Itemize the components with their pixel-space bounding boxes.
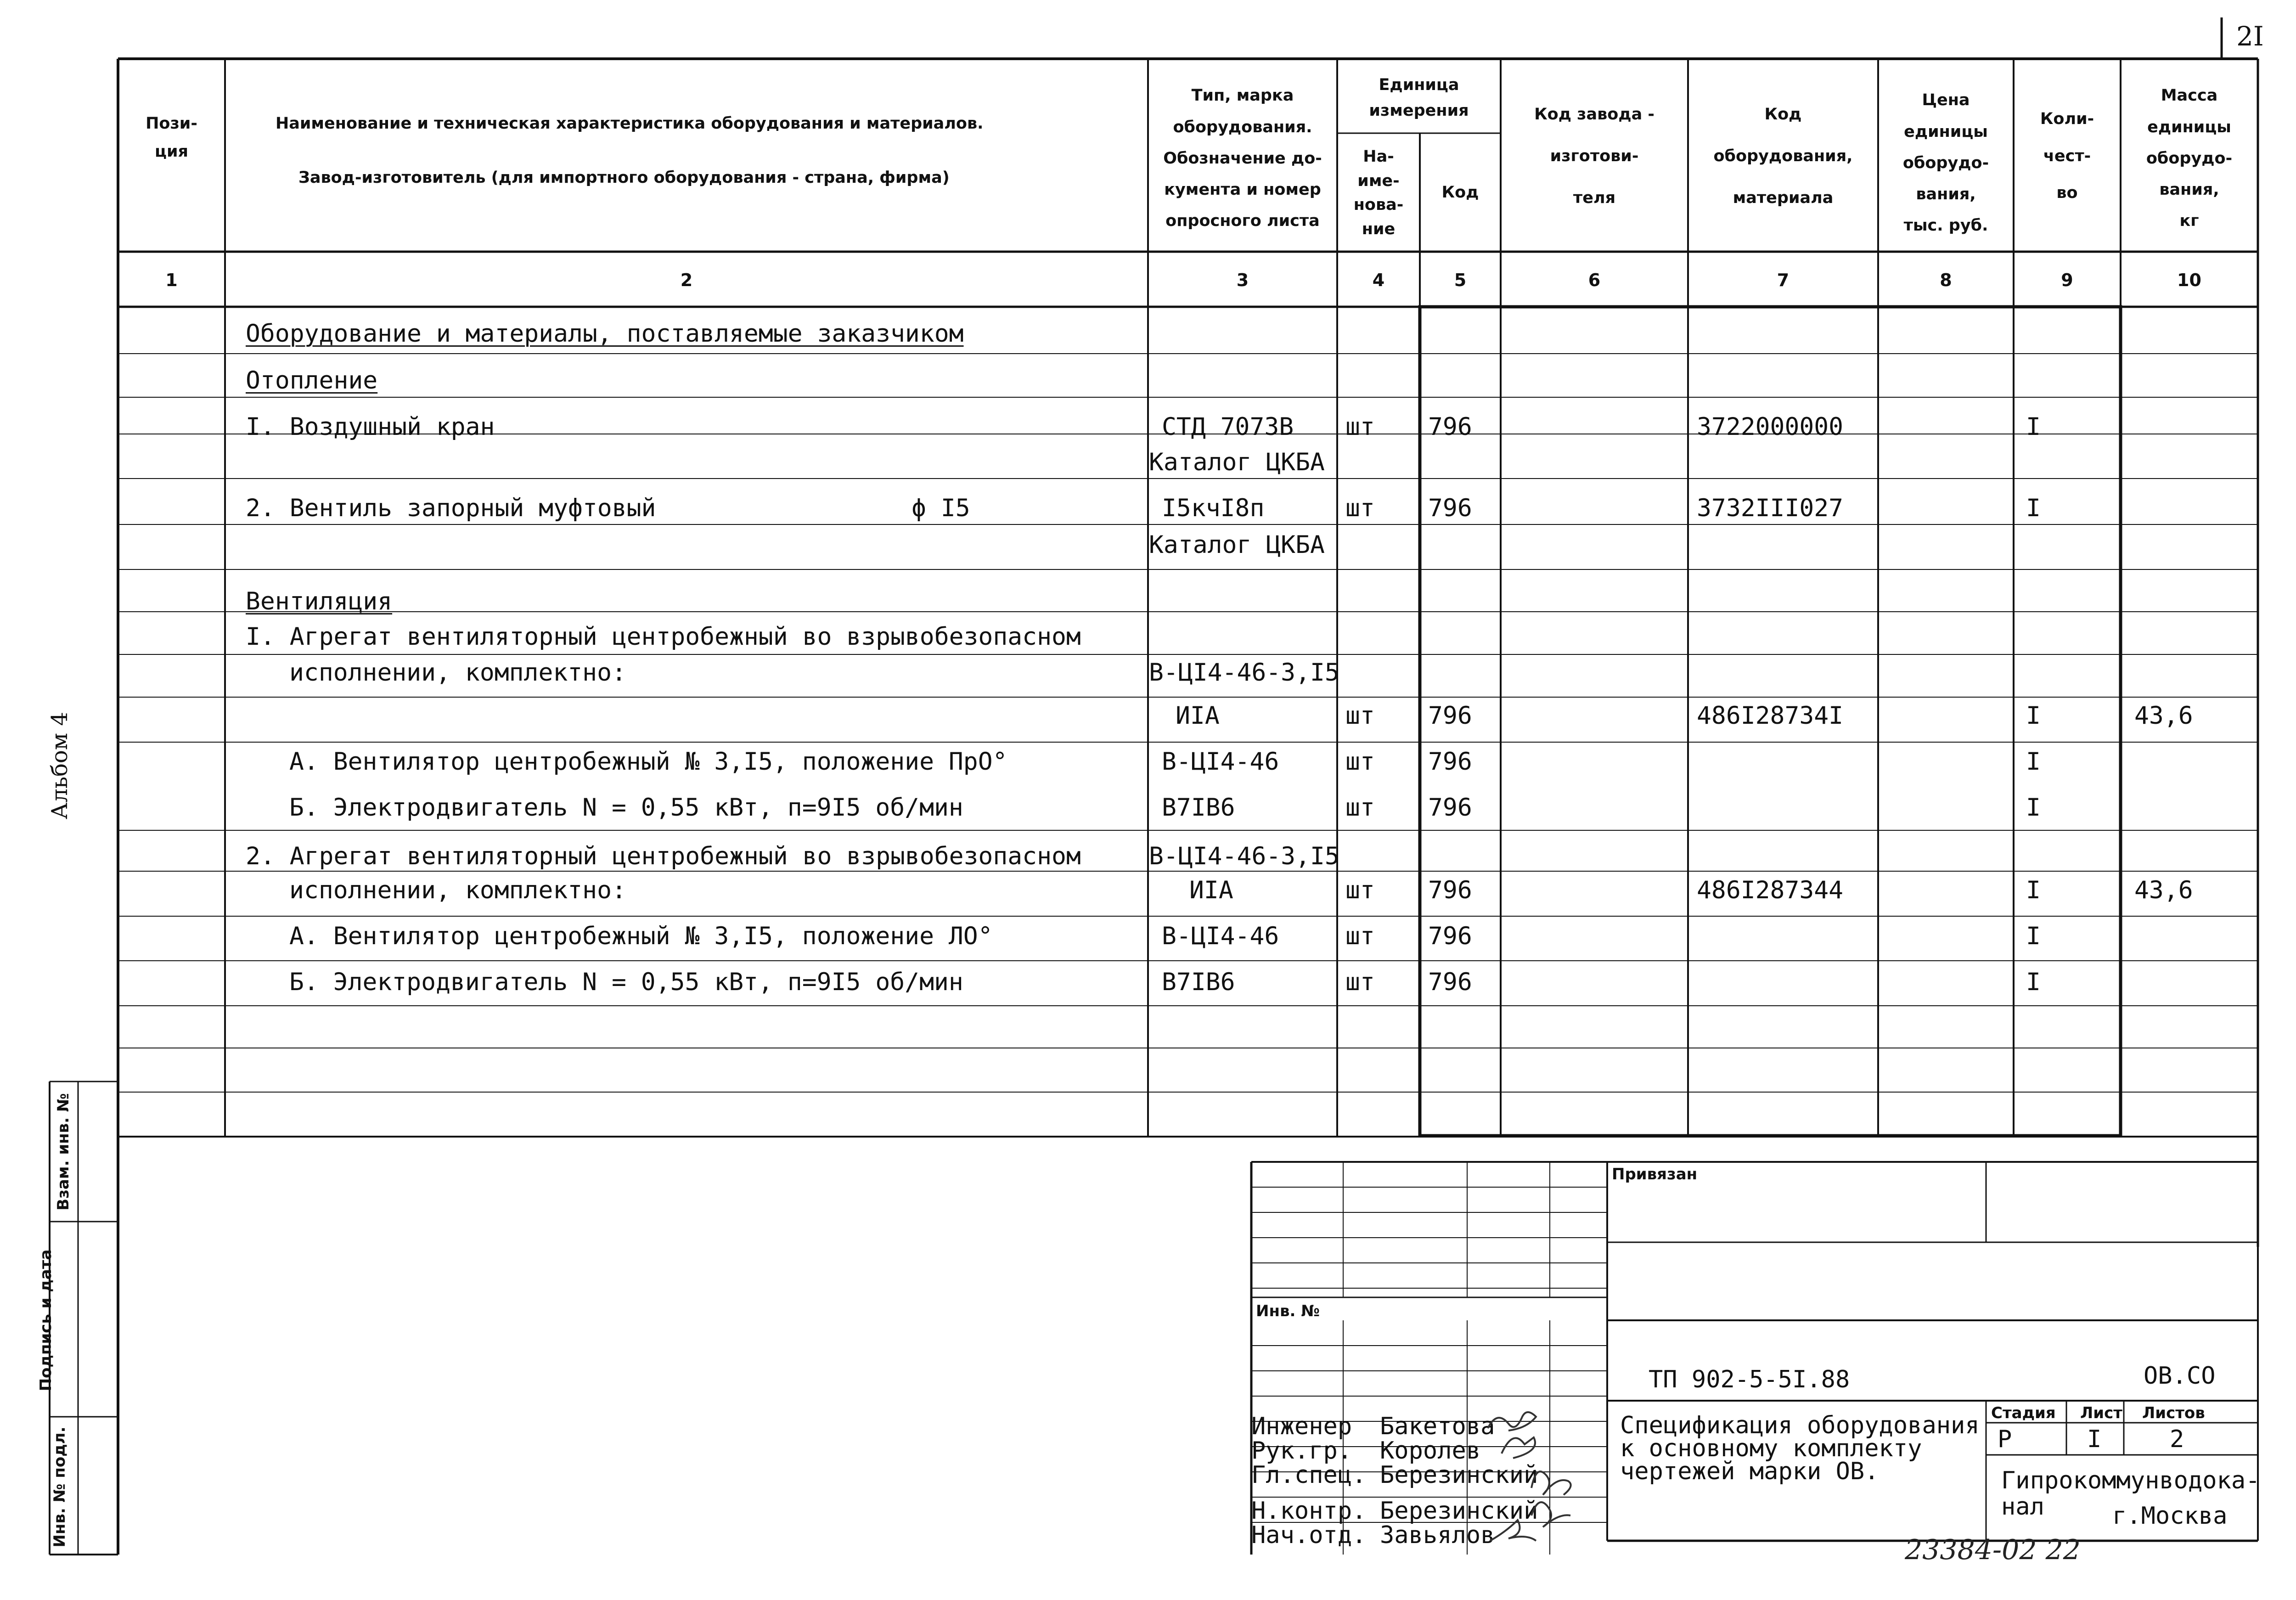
role-group-lead: Рук.гр.	[1251, 1437, 1352, 1465]
column-number: 6	[1588, 270, 1601, 290]
name-chief-spec: Березинский	[1380, 1461, 1538, 1489]
role-dept-head: Нач.отд.	[1251, 1521, 1367, 1549]
item-name: Б. Электродвигатель N = 0,55 кВт, п=9I5 об/мин	[289, 968, 963, 996]
stamp-signature-date: Подпись и дата	[37, 1249, 55, 1392]
column-number: 8	[1940, 270, 1952, 290]
item-quantity: I	[2026, 968, 2041, 996]
album-label: Альбом 4	[47, 712, 73, 819]
header-col6: Код завода - изготови- теля	[1534, 105, 1654, 207]
item-code: 796	[1428, 748, 1472, 776]
item-equipment-code: 3722000000	[1697, 413, 1844, 441]
item-unit: шт	[1345, 876, 1375, 904]
item-type: Каталог ЦКБА	[1149, 448, 1325, 476]
stamp-original-inv: Инв. № подл.	[51, 1426, 69, 1548]
doc-code: ТП 902-5-5I.88	[1649, 1366, 1850, 1393]
doc-mark: ОВ.СО	[2144, 1362, 2216, 1390]
name-engineer: Бакетова	[1380, 1413, 1495, 1440]
stamp-replaced-inv: Взам. инв. №	[54, 1093, 73, 1211]
item-unit: шт	[1345, 794, 1375, 822]
item-unit: шт	[1345, 702, 1375, 730]
item-name: I. Воздушный кран	[246, 413, 495, 441]
name-dept-head: Завьялов	[1380, 1521, 1495, 1549]
column-number: 9	[2061, 270, 2073, 290]
item-code: 796	[1428, 922, 1472, 950]
name-group-lead: Королев	[1380, 1437, 1481, 1465]
role-engineer: Инженер	[1251, 1413, 1352, 1440]
item-equipment-code: 3732III027	[1697, 494, 1844, 522]
item-unit: шт	[1345, 968, 1375, 996]
doc-title-line3: чертежей марки ОВ.	[1620, 1458, 1879, 1485]
item-name: исполнении, комплектно:	[289, 876, 626, 904]
column-number: 2	[680, 270, 693, 290]
item-type: В7IВ6	[1162, 968, 1235, 996]
item-type: В-ЦI4-46-3,I5	[1149, 842, 1339, 870]
column-number: 10	[2177, 270, 2201, 290]
item-type: ИIА	[1176, 702, 1220, 730]
header-col1: Пози- ция	[146, 114, 197, 161]
org-line2: нал	[2001, 1493, 2044, 1521]
role-norm-control: Н.контр.	[1251, 1497, 1367, 1525]
item-name: А. Вентилятор центробежный № 3,I5, положение ПрО°	[289, 748, 1007, 776]
header-col2-line1: Наименование и техническая характеристика оборудования и материалов.	[276, 114, 984, 133]
header-col5: Код	[1441, 183, 1479, 202]
column-number: 4	[1372, 270, 1385, 290]
item-equipment-code: 486I28734I	[1697, 702, 1844, 730]
column-number: 5	[1454, 270, 1467, 290]
item-name: А. Вентилятор центробежный № 3,I5, положение ЛО°	[289, 922, 993, 950]
item-quantity: I	[2026, 702, 2041, 730]
privyazan-label: Привязан	[1612, 1165, 1698, 1183]
item-code: 796	[1428, 413, 1472, 441]
item-code: 796	[1428, 702, 1472, 730]
column-number: 3	[1236, 270, 1249, 290]
item-quantity: I	[2026, 876, 2041, 904]
item-type: ИIА	[1189, 876, 1233, 904]
archive-number: 23384-02 22	[1905, 1534, 2081, 1566]
item-code: 796	[1428, 494, 1472, 522]
item-type: СТД 7073В	[1162, 413, 1294, 441]
sheets-value: 2	[2170, 1425, 2184, 1453]
item-unit: шт	[1345, 748, 1375, 776]
section-heading: Отопление	[246, 366, 378, 394]
item-name: I. Агрегат вентиляторный центробежный во взрывобезопасном	[246, 623, 1081, 651]
header-col9: Коли- чест- во	[2040, 110, 2094, 203]
section-heading: Оборудование и материалы, поставляемые заказчиком	[246, 320, 964, 348]
item-unit: шт	[1345, 922, 1375, 950]
org-line1: Гипрокоммунводока-	[2001, 1467, 2260, 1494]
header-col3: Тип, марка оборудования. Обозначение до- кумента и номер опросного листа	[1163, 86, 1322, 231]
item-name: Б. Электродвигатель N = 0,55 кВт, п=9I5 об/мин	[289, 794, 963, 822]
inv-number-label: Инв. №	[1256, 1302, 1320, 1320]
item-quantity: I	[2026, 494, 2041, 522]
item-equipment-code: 486I287344	[1697, 876, 1844, 904]
item-unit: шт	[1345, 494, 1375, 522]
header-col8: Цена единицы оборудо- вания, тыс. руб.	[1902, 91, 1989, 235]
item-name: 2. Вентиль запорный муфтовый	[246, 494, 656, 522]
role-chief-spec: Гл.спец.	[1251, 1461, 1367, 1489]
header-col10: Масса единицы оборудо- вания, кг	[2146, 86, 2233, 231]
doc-title-line1: Спецификация оборудования	[1620, 1412, 1980, 1439]
item-type: В-ЦI4-46-3,I5	[1149, 659, 1339, 687]
column-number: 1	[165, 270, 178, 290]
sheet-label: Лист	[2080, 1404, 2122, 1422]
item-type: В7IВ6	[1162, 794, 1235, 822]
item-quantity: I	[2026, 413, 2041, 441]
column-number: 7	[1777, 270, 1790, 290]
header-col4: На- име- нова- ние	[1353, 147, 1404, 238]
item-name: исполнении, комплектно:	[289, 659, 626, 687]
item-code: 796	[1428, 876, 1472, 904]
name-norm-control: Березинский	[1380, 1497, 1538, 1525]
item-quantity: I	[2026, 922, 2041, 950]
item-unit: шт	[1345, 413, 1375, 441]
stage-value: Р	[1998, 1425, 2012, 1453]
stage-label: Стадия	[1991, 1404, 2056, 1422]
item-code: 796	[1428, 794, 1472, 822]
section-heading: Вентиляция	[246, 587, 393, 615]
header-col2-line2: Завод-изготовитель (для импортного оборудования - страна, фирма)	[298, 169, 950, 187]
sheets-label: Листов	[2142, 1404, 2205, 1422]
item-name: 2. Агрегат вентиляторный центробежный во взрывобезопасном	[246, 842, 1081, 870]
item-code: 796	[1428, 968, 1472, 996]
header-col45: Единица измерения	[1369, 76, 1469, 120]
item-diameter: ϕ I5	[912, 494, 970, 522]
item-type: В-ЦI4-46	[1162, 748, 1279, 776]
item-quantity: I	[2026, 794, 2041, 822]
org-city: г.Москва	[2112, 1502, 2228, 1530]
sheet-value: I	[2087, 1425, 2102, 1453]
page-number: 2I	[2236, 21, 2264, 52]
doc-title-line2: к основному комплекту	[1620, 1435, 1922, 1462]
header-col7: Код оборудования, материала	[1713, 105, 1853, 207]
item-type: I5кчI8п	[1162, 494, 1265, 522]
item-type: В-ЦI4-46	[1162, 922, 1279, 950]
item-mass: 43,6	[2134, 702, 2193, 730]
item-mass: 43,6	[2134, 876, 2193, 904]
item-quantity: I	[2026, 748, 2041, 776]
item-type: Каталог ЦКБА	[1149, 531, 1325, 559]
